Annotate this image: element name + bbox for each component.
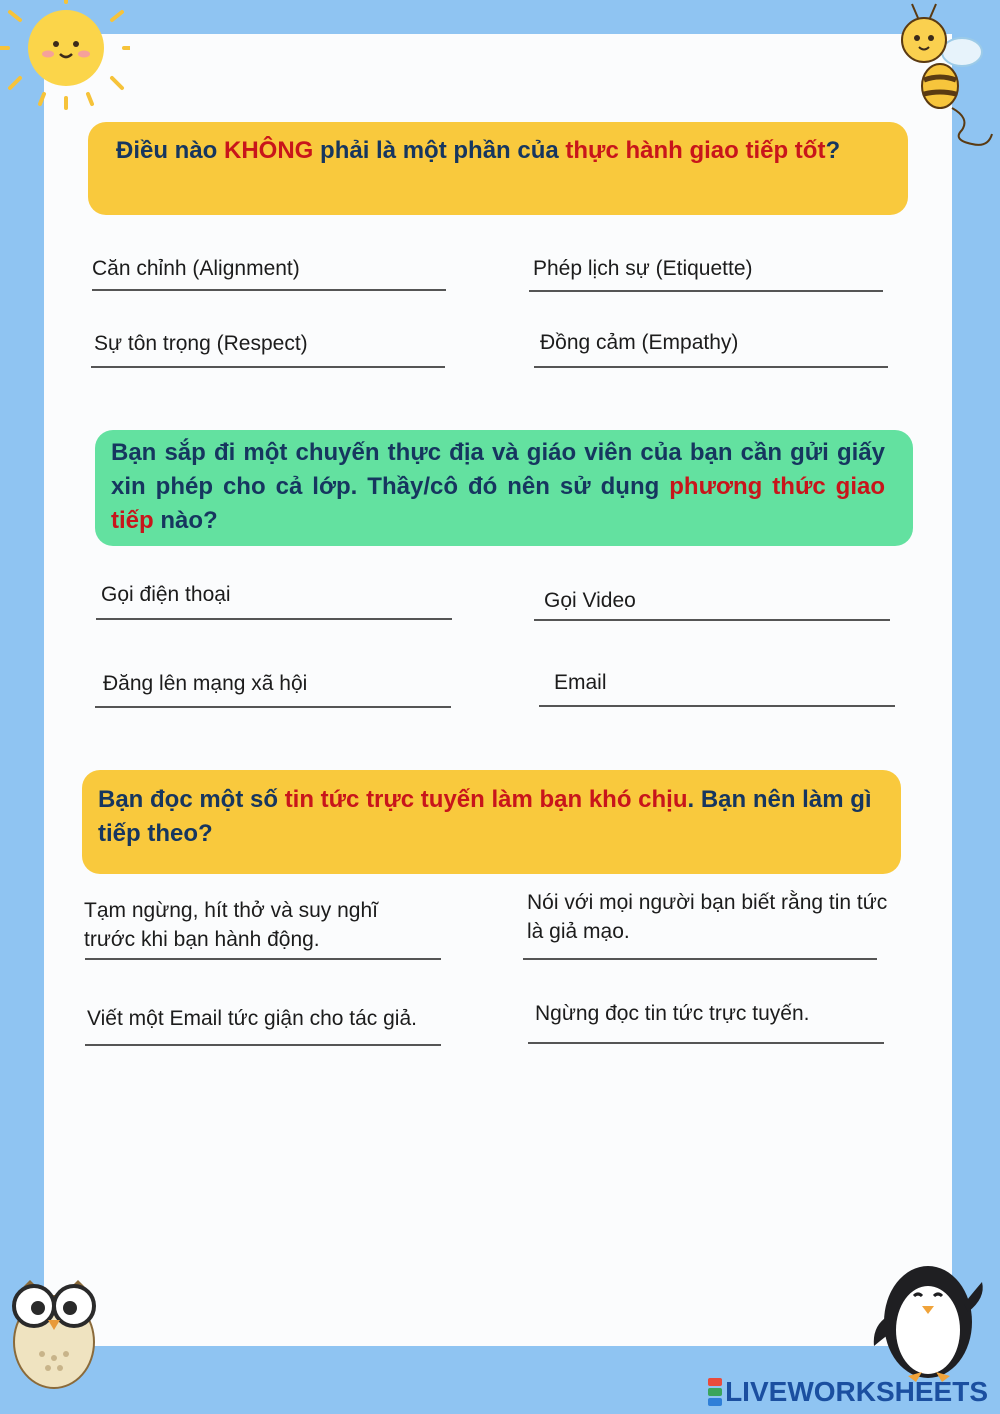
q2-option-4[interactable]: Email bbox=[554, 671, 607, 694]
q3-option-3[interactable]: Viết một Email tức giận cho tác giả. bbox=[87, 1007, 417, 1030]
answer-line[interactable] bbox=[91, 366, 445, 368]
liveworksheets-mark-icon bbox=[708, 1377, 722, 1407]
answer-line[interactable] bbox=[95, 706, 451, 708]
sun-icon bbox=[0, 0, 130, 110]
q2-part-highlight: phương thức giao tiếp bbox=[111, 473, 885, 534]
liveworksheets-logo bbox=[708, 1376, 988, 1408]
q2-part: Bạn sắp đi một chuyến thực địa và giáo viên của bạn cần gửi giấy xin phép cho cả lớp. Thầy/cô đó nên sử dụng bbox=[111, 439, 885, 500]
bee-icon bbox=[892, 0, 1000, 150]
q2-option-1[interactable]: Gọi điện thoại bbox=[101, 583, 231, 606]
q3-option-2[interactable]: Nói với mọi người bạn biết rằng tin tức là giả mạo. bbox=[527, 891, 888, 943]
answer-line[interactable] bbox=[528, 1042, 884, 1044]
question-1 bbox=[88, 122, 908, 215]
q2-part: nào? bbox=[153, 507, 218, 534]
q1-part: phải là một phần của bbox=[313, 137, 566, 164]
owl-icon bbox=[4, 1262, 114, 1392]
q3-part: Bạn đọc một số bbox=[98, 786, 285, 813]
answer-line[interactable] bbox=[92, 289, 446, 291]
q1-part: Điều nào bbox=[116, 137, 225, 164]
answer-line[interactable] bbox=[96, 618, 452, 620]
q1-part-highlight: KHÔNG bbox=[224, 137, 314, 164]
q3-part: . Bạn nên làm gì tiếp theo? bbox=[98, 786, 872, 847]
answer-line[interactable] bbox=[85, 1044, 441, 1046]
q3-option-1[interactable]: Tạm ngừng, hít thở và suy nghĩ trước khi bạn hành động. bbox=[84, 899, 378, 951]
mark-bar bbox=[708, 1388, 722, 1396]
mark-bar bbox=[708, 1378, 722, 1386]
question-3 bbox=[82, 770, 901, 874]
q3-part-highlight: tin tức trực tuyến làm bạn khó chịu bbox=[284, 786, 688, 813]
q1-option-1[interactable]: Căn chỉnh (Alignment) bbox=[92, 257, 300, 280]
answer-line[interactable] bbox=[534, 619, 890, 621]
question-2 bbox=[95, 430, 913, 546]
q1-option-3[interactable]: Sự tôn trọng (Respect) bbox=[94, 332, 308, 355]
q3-option-4[interactable]: Ngừng đọc tin tức trực tuyến. bbox=[535, 1002, 810, 1025]
liveworksheets-text: LIVEWORKSHEETS bbox=[725, 1376, 988, 1407]
answer-line[interactable] bbox=[523, 958, 877, 960]
penguin-icon bbox=[870, 1256, 986, 1382]
mark-bar bbox=[708, 1398, 722, 1406]
q1-part: ? bbox=[825, 137, 841, 164]
answer-line[interactable] bbox=[534, 366, 888, 368]
q1-option-4[interactable]: Đồng cảm (Empathy) bbox=[540, 331, 739, 354]
q2-option-2[interactable]: Gọi Video bbox=[544, 589, 636, 612]
q1-option-2[interactable]: Phép lịch sự (Etiquette) bbox=[533, 257, 753, 280]
answer-line[interactable] bbox=[539, 705, 895, 707]
q1-part-highlight: thực hành giao tiếp tốt bbox=[565, 137, 826, 164]
answer-line[interactable] bbox=[529, 290, 883, 292]
q2-option-3[interactable]: Đăng lên mạng xã hội bbox=[103, 672, 308, 695]
answer-line[interactable] bbox=[85, 958, 441, 960]
